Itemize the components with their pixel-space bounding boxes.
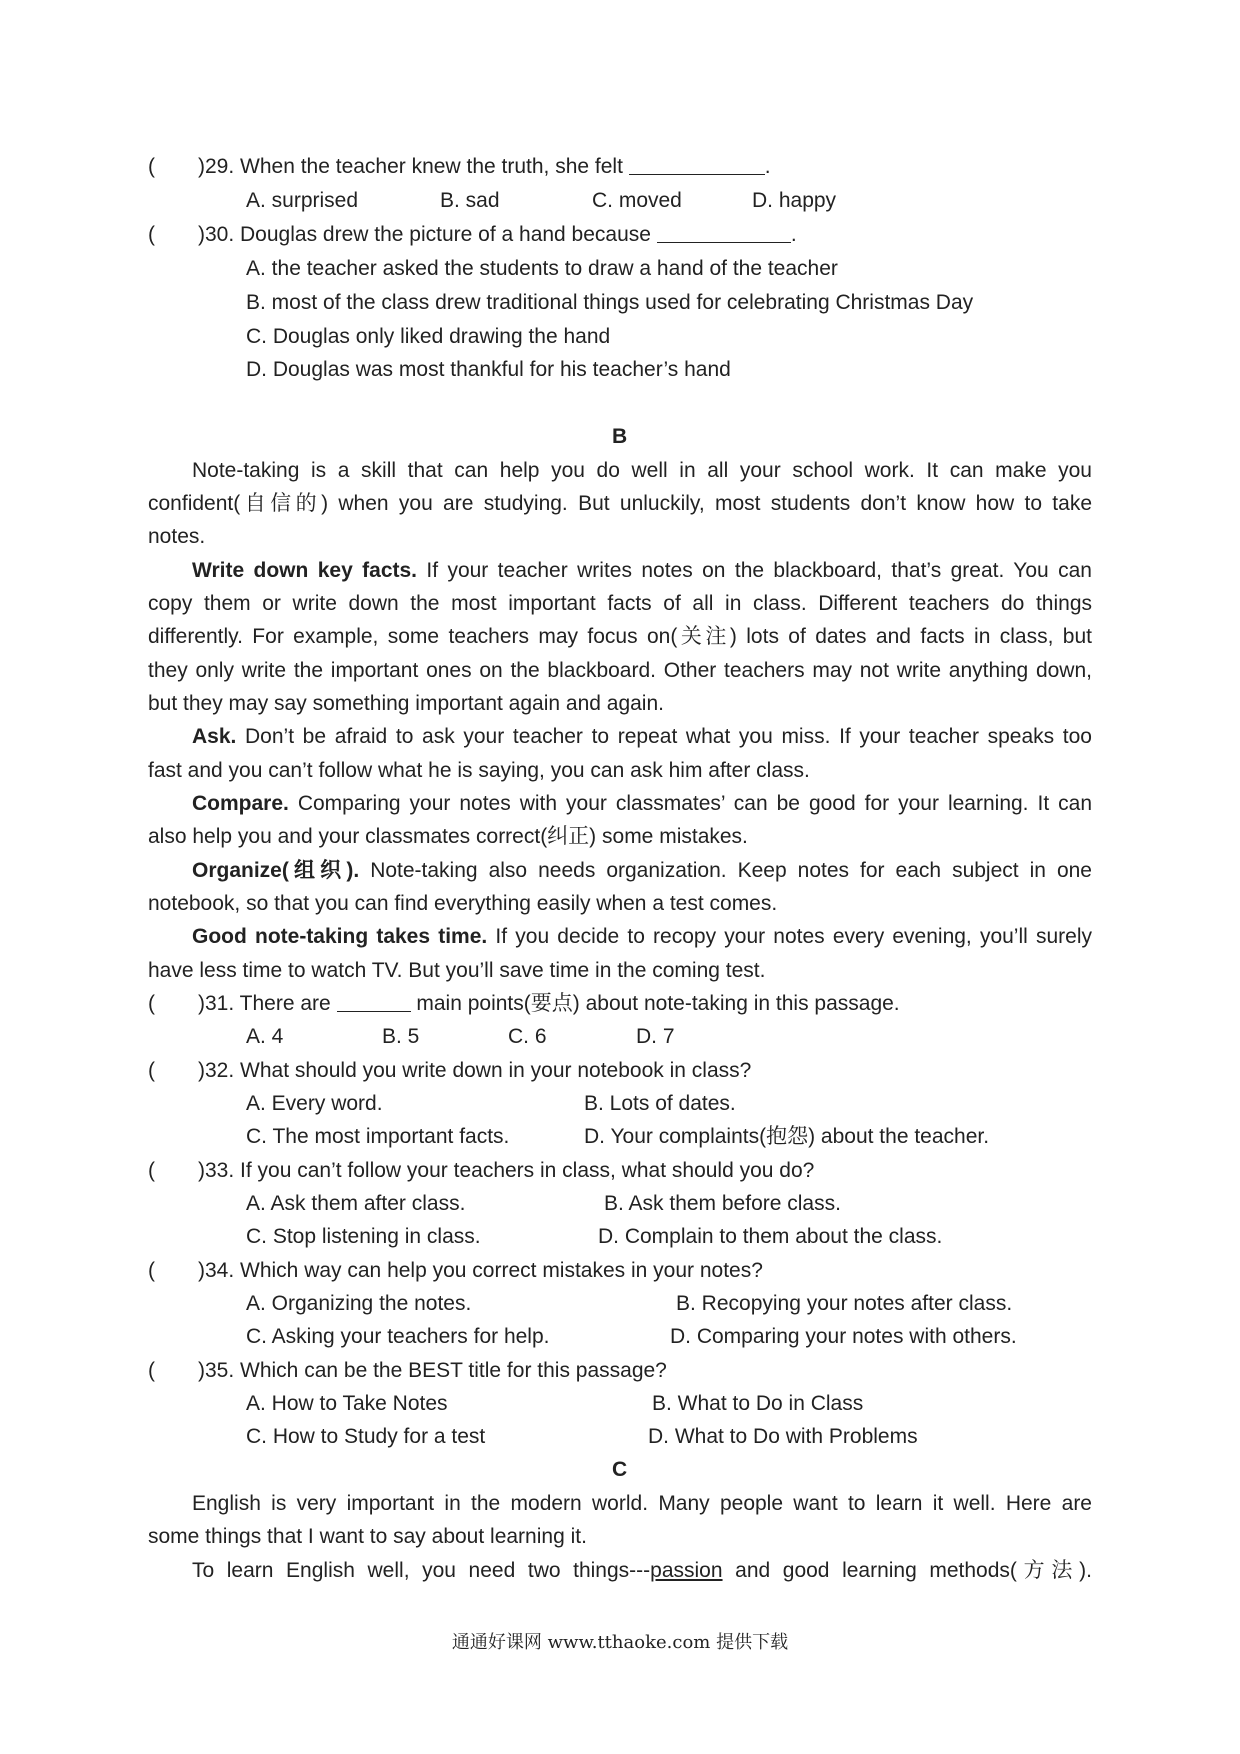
paragraph-line: but they may say something important again and again. <box>148 692 664 715</box>
question-29: )29. When the teacher knew the truth, she felt . <box>198 150 771 183</box>
paragraph-line: notes. <box>148 525 206 548</box>
question-31: )31. There are main points(要点) about note-taking in this passage. <box>198 987 900 1020</box>
option: A. Organizing the notes. <box>246 1292 472 1315</box>
answer-blank <box>629 152 765 175</box>
answer-paren[interactable]: ( <box>148 1059 155 1082</box>
option: B. What to Do in Class <box>652 1392 864 1415</box>
key-point-heading: Organize(组织). <box>192 859 360 882</box>
question-text: )29. When the teacher knew the truth, she felt <box>198 155 623 178</box>
answer-blank <box>337 989 411 1012</box>
option: A. surprised <box>246 189 359 212</box>
paragraph-line: they only write the important ones on the blackboard. Other teachers may not write anything down, <box>148 659 1092 682</box>
option: B. sad <box>440 189 500 212</box>
paragraph-line: some things that I want to say about learning it. <box>148 1525 587 1548</box>
option: A. Ask them after class. <box>246 1192 466 1215</box>
option: B. Recopying your notes after class. <box>676 1292 1013 1315</box>
option: D. happy <box>752 189 837 212</box>
option: C. 6 <box>508 1025 547 1048</box>
option: A. Every word. <box>246 1092 383 1115</box>
option: D. Comparing your notes with others. <box>670 1325 1017 1348</box>
paragraph-line: fast and you can’t follow what he is saying, you can ask him after class. <box>148 759 810 782</box>
option: D. 7 <box>636 1025 675 1048</box>
paragraph-line: copy them or write down the most important facts of all in class. Different teachers do things <box>148 592 1092 615</box>
answer-paren[interactable]: ( <box>148 1159 155 1182</box>
paragraph-line: Organize(组织). Note-taking also needs organization. Keep notes for each subject in one <box>192 859 1092 882</box>
option: C. Stop listening in class. <box>246 1225 481 1248</box>
paragraph-line: also help you and your classmates correct(纠正) some mistakes. <box>148 825 748 848</box>
paragraph-line: Ask. Don’t be afraid to ask your teacher to repeat what you miss. If your teacher speaks too <box>192 725 1092 748</box>
option: D. Your complaints(抱怨) about the teacher. <box>584 1125 990 1148</box>
key-point-heading: Good note-taking takes time. <box>192 925 488 948</box>
question-text: )30. Douglas drew the picture of a hand because <box>198 223 651 246</box>
question-33: )33. If you can’t follow your teachers in class, what should you do? <box>198 1159 815 1182</box>
option: D. What to Do with Problems <box>648 1425 918 1448</box>
paragraph-line: Write down key facts. If your teacher writes notes on the blackboard, that’s great. You can <box>192 559 1092 582</box>
question-30: )30. Douglas drew the picture of a hand because . <box>198 218 797 251</box>
option: C. Douglas only liked drawing the hand <box>246 325 611 348</box>
answer-paren[interactable]: ( <box>148 1259 155 1282</box>
paragraph-line: Compare. Comparing your notes with your classmates’ can be good for your learning. It can <box>192 792 1092 815</box>
paragraph-line: English is very important in the modern world. Many people want to learn it well. Here are <box>192 1492 1092 1515</box>
question-32: )32. What should you write down in your notebook in class? <box>198 1059 752 1082</box>
option: C. The most important facts. <box>246 1125 510 1148</box>
option: B. Ask them before class. <box>604 1192 841 1215</box>
paragraph-line: To learn English well, you need two things---passion and good learning methods(方法). <box>192 1559 1092 1582</box>
paragraph-line: notebook, so that you can find everything easily when a test comes. <box>148 892 778 915</box>
page-footer: 通通好课网 www.tthaoke.com 提供下载 <box>451 1632 789 1653</box>
key-point-heading: Write down key facts. <box>192 559 417 582</box>
paragraph-line: confident(自信的) when you are studying. But unluckily, most students don’t know how to take <box>148 492 1092 515</box>
underlined-word: passion <box>650 1559 723 1582</box>
option: B. Lots of dates. <box>584 1092 736 1115</box>
option: A. How to Take Notes <box>246 1392 448 1415</box>
option: D. Complain to them about the class. <box>598 1225 943 1248</box>
section-heading-b: B <box>612 425 628 448</box>
option: C. How to Study for a test <box>246 1425 486 1448</box>
option: C. Asking your teachers for help. <box>246 1325 550 1348</box>
option: B. 5 <box>382 1025 420 1048</box>
option: D. Douglas was most thankful for his teacher’s hand <box>246 358 731 381</box>
answer-paren[interactable]: ( <box>148 1359 155 1382</box>
answer-paren[interactable]: ( <box>148 992 155 1015</box>
paragraph-line: differently. For example, some teachers may focus on(关注) lots of dates and facts in class, but <box>148 625 1092 648</box>
question-34: )34. Which way can help you correct mistakes in your notes? <box>198 1259 763 1282</box>
answer-paren[interactable]: ( <box>148 223 155 246</box>
option: A. the teacher asked the students to draw a hand of the teacher <box>246 257 838 280</box>
section-heading-c: C <box>612 1458 628 1481</box>
paragraph-line: Good note-taking takes time. If you decide to recopy your notes every evening, you’ll surely <box>192 925 1092 948</box>
answer-paren[interactable]: ( <box>148 155 155 178</box>
option: A. 4 <box>246 1025 284 1048</box>
paragraph-line: have less time to watch TV. But you’ll save time in the coming test. <box>148 959 766 982</box>
answer-blank <box>657 220 791 243</box>
paragraph-line: Note-taking is a skill that can help you do well in all your school work. It can make you <box>192 459 1092 482</box>
option: B. most of the class drew traditional things used for celebrating Christmas Day <box>246 291 974 314</box>
question-35: )35. Which can be the BEST title for this passage? <box>198 1359 667 1382</box>
key-point-heading: Ask. <box>192 725 237 748</box>
option: C. moved <box>592 189 682 212</box>
key-point-heading: Compare. <box>192 792 289 815</box>
